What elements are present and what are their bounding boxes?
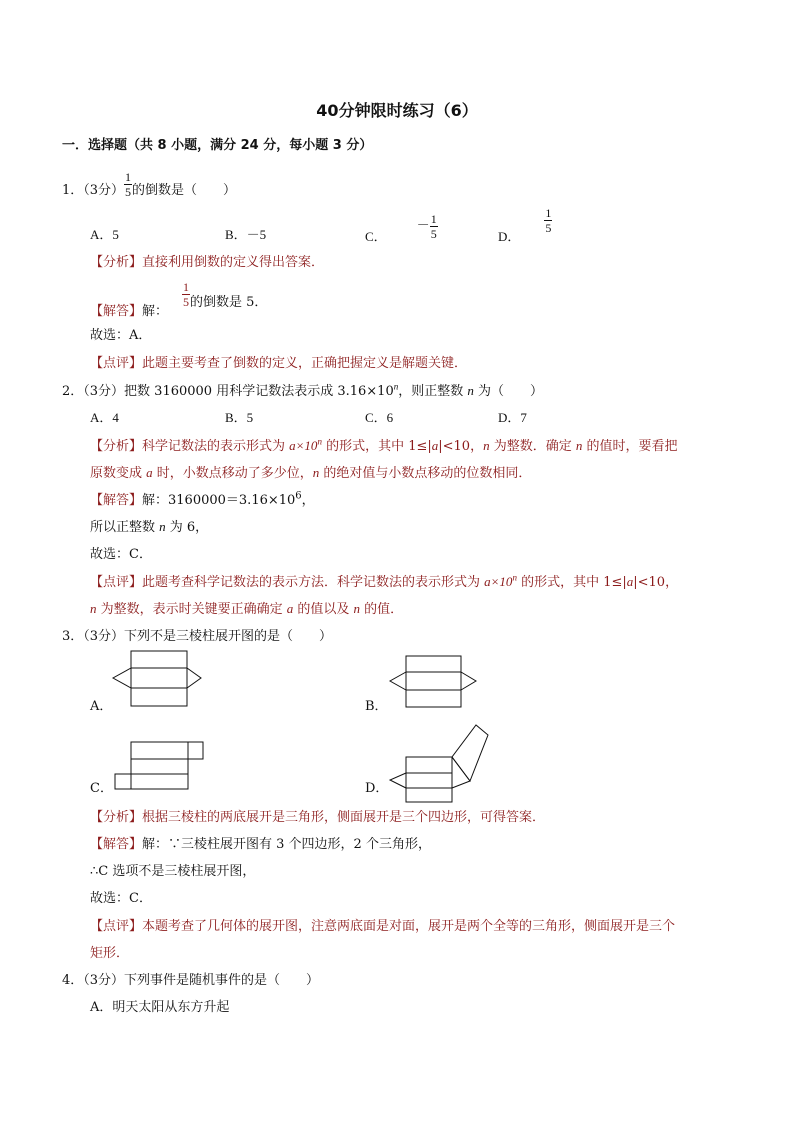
option-d: D． <box>365 781 389 796</box>
option-label: D． <box>498 229 521 245</box>
minus-sign: － <box>416 217 430 233</box>
choose-line: 故选：A． <box>90 328 152 343</box>
option-b: B．－5 <box>225 227 267 242</box>
answer-text: 解：∵三棱柱展开图有 3 个四边形，2 个三角形， <box>142 837 431 852</box>
analysis-text: 的形式，其中 1≤| <box>321 439 432 454</box>
analysis-text: 根据三棱柱的两底展开是三角形，侧面展开是三个四边形，可得答案． <box>142 810 546 825</box>
choose-line: 故选：C． <box>90 547 152 562</box>
option-b: B．5 <box>225 410 254 425</box>
variable: n <box>312 465 320 480</box>
variable: n <box>353 601 361 616</box>
comment-text: 此题主要考查了倒数的定义，正确把握定义是解题关键． <box>142 356 468 371</box>
comment <box>90 915 675 934</box>
analysis-text: 直接利用倒数的定义得出答案． <box>142 255 325 270</box>
analysis <box>90 806 545 825</box>
variable: a <box>286 601 294 616</box>
superscript: n <box>393 381 399 392</box>
analysis-text: 原数变成 <box>90 466 147 481</box>
variable: n <box>159 519 166 534</box>
superscript: n <box>317 436 322 447</box>
analysis-text: |<10， <box>438 439 484 454</box>
section-heading: 一．选择题（共 8 小题，满分 24 分，每小题 3 分） <box>62 138 373 153</box>
comment-text: 本题考查了几何体的展开图，注意两底面是对面，展开是两个全等的三角形，侧面展开是三个 <box>142 919 676 934</box>
question-text: 下列事件是随机事件的是（ ） <box>124 973 320 988</box>
analysis-tag: 【分析】 <box>90 255 143 270</box>
variable: a <box>626 574 634 589</box>
question-text: 为（ ） <box>473 384 544 399</box>
comment-text: 的值． <box>360 602 404 617</box>
answer-prefix: 解： <box>142 304 169 319</box>
variable: a <box>146 465 153 480</box>
answer-tag: 【解答】 <box>90 304 143 319</box>
question-text: 下列不是三棱柱展开图的是（ ） <box>124 629 333 644</box>
option-c: C． <box>90 781 113 796</box>
answer-text: 的倒数是 5． <box>190 295 268 310</box>
comment-text: 此题考查科学记数法的表示方法．科学记数法的表示形式为 <box>142 575 485 590</box>
fraction-denominator: 5 <box>545 221 552 235</box>
superscript: n <box>512 572 517 583</box>
comment-line-2: 矩形． <box>90 946 130 961</box>
math-expression: a×10 <box>289 438 318 453</box>
answer-tag: 【解答】 <box>90 837 143 852</box>
answer-text: 为 6， <box>165 520 209 535</box>
question-text: ，则正整数 <box>398 384 468 399</box>
answer-tag: 【解答】 <box>90 493 143 508</box>
answer <box>90 833 431 852</box>
fraction-denominator: 5 <box>430 227 437 241</box>
answer-text: 所以正整数 <box>90 520 160 535</box>
option-a: A．明天太阳从东方升起 <box>90 1000 230 1015</box>
analysis-tag: 【分析】 <box>90 439 143 454</box>
question-text: 把数 3160000 用科学记数法表示成 3.16×10 <box>124 384 394 399</box>
variable: n <box>483 438 490 453</box>
question-4-stem <box>62 969 319 988</box>
option-a: A． <box>90 699 113 714</box>
fraction-numerator: 1 <box>183 280 190 294</box>
variable: a <box>431 438 439 453</box>
answer-text: ， <box>301 493 315 508</box>
analysis-text: 时，小数点移动了多少位， <box>152 466 313 481</box>
option-a: A．5 <box>90 227 119 242</box>
fraction-numerator: 1 <box>545 206 552 220</box>
fraction-denominator: 5 <box>183 295 190 309</box>
comment-tag: 【点评】 <box>90 919 143 934</box>
comment-text: |<10， <box>633 575 679 590</box>
option-c: C．6 <box>365 410 394 425</box>
analysis-text: 的值时，要看把 <box>582 439 678 454</box>
analysis-tag: 【分析】 <box>90 810 143 825</box>
question-number: 3．（3分） <box>62 629 125 644</box>
variable: n <box>575 438 583 453</box>
question-number: 1．（3分） <box>62 183 125 198</box>
option-label: C． <box>365 229 387 245</box>
comment-text: 为整数，表示时关键要正确确定 <box>96 602 287 617</box>
variable: n <box>90 601 97 616</box>
question-number: 2．（3分） <box>62 384 125 399</box>
variable: n <box>467 383 474 398</box>
page-title: 40分钟限时练习（6） <box>316 101 478 120</box>
comment-text: 的值以及 <box>293 602 354 617</box>
answer-text: 解：3160000＝3.16×10 <box>142 493 296 508</box>
comment-tag: 【点评】 <box>90 575 143 590</box>
comment-text: 的形式，其中 1≤| <box>516 575 627 590</box>
analysis-text: 的绝对值与小数点移动的位数相同． <box>319 466 532 481</box>
superscript: 6 <box>295 490 302 502</box>
math-expression: a×10 <box>484 574 513 589</box>
analysis-text: 为整数．确定 <box>489 439 576 454</box>
answer-line-2: ∴C 选项不是三棱柱展开图， <box>90 864 256 879</box>
fraction-denominator: 5 <box>125 185 132 199</box>
question-text: 的倒数是（ ） <box>132 183 237 198</box>
option-d: D．7 <box>498 410 527 425</box>
choose-line: 故选：C． <box>90 891 152 906</box>
option-a: A．4 <box>90 410 119 425</box>
fraction-numerator: 1 <box>125 170 132 184</box>
question-number: 4．（3分） <box>62 973 125 988</box>
comment-tag: 【点评】 <box>90 356 143 371</box>
option-b: B． <box>365 699 388 714</box>
analysis-text: 科学记数法的表示形式为 <box>142 439 290 454</box>
fraction-numerator: 1 <box>430 212 437 226</box>
